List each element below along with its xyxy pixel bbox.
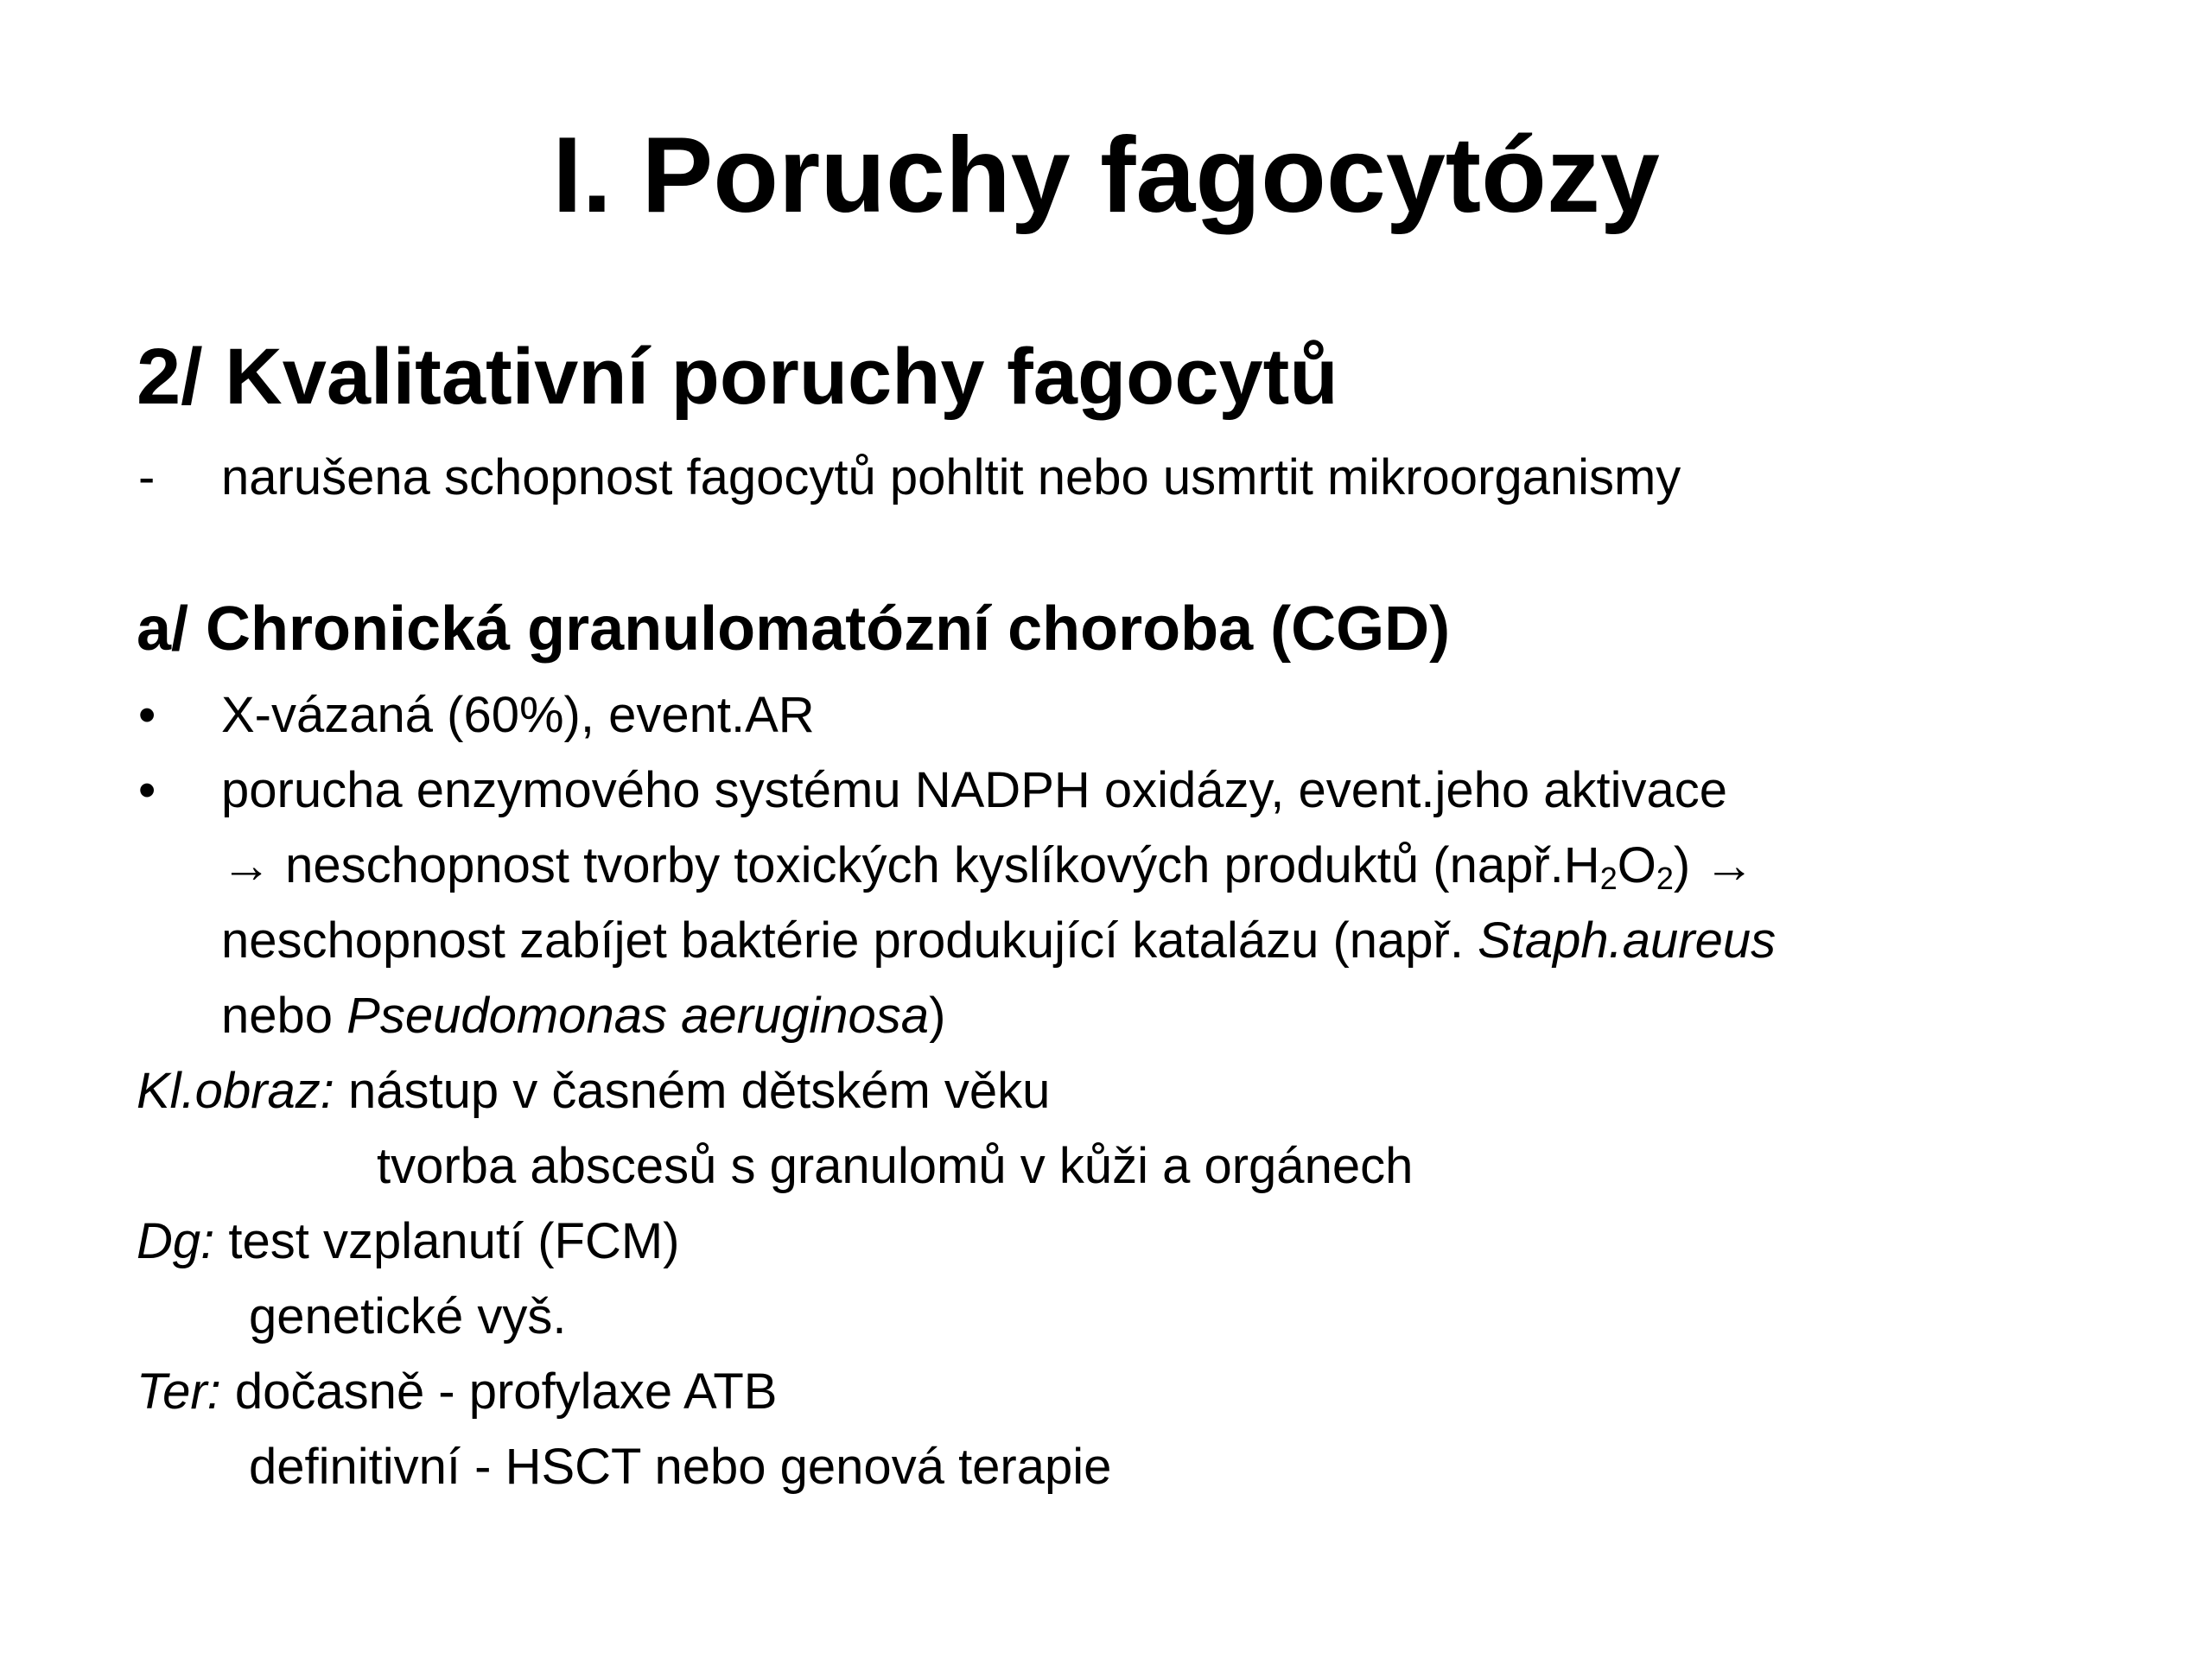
therapy-label: Ter: xyxy=(137,1363,221,1420)
bullet-nadph-line4-end: ) xyxy=(929,988,946,1044)
bullet-marker: • xyxy=(138,762,156,818)
disease-heading: a/ Chronická granulomatózní choroba (CGD) xyxy=(137,594,1451,664)
bullet-inheritance: X-vázaná (60%), event.AR xyxy=(221,687,815,743)
organism-staph: Staph.aureus xyxy=(1478,912,1777,969)
therapy-line2: definitivní - HSCT nebo genová terapie xyxy=(249,1439,1112,1495)
bullet-nadph-line1: porucha enzymového systému NADPH oxidázy, event.jeho aktivace xyxy=(221,762,1728,818)
bullet-nadph-line4-text: nebo xyxy=(221,988,347,1044)
therapy-text1: dočasně - profylaxe ATB xyxy=(220,1363,778,1420)
bullet-nadph-line2-o: O xyxy=(1617,837,1656,893)
clinical-line1 xyxy=(137,1054,1050,1128)
bullet-nadph-line4 xyxy=(221,979,945,1053)
diagnosis-label: Dg: xyxy=(137,1213,215,1269)
diagnosis-line1 xyxy=(137,1205,680,1279)
intro-text: narušena schopnost fagocytů pohltit nebo usmrtit mikroorganismy xyxy=(221,449,1681,505)
clinical-text1: nástup v časném dětském věku xyxy=(334,1063,1051,1119)
diagnosis-text1: test vzplanutí (FCM) xyxy=(214,1213,680,1269)
bullet-nadph-line3-text: neschopnost zabíjet baktérie produkující katalázu (např. xyxy=(221,912,1478,969)
bullet-nadph-line2-end: ) → xyxy=(1673,837,1755,893)
clinical-line2: tvorba abscesů s granulomů v kůži a orgánech xyxy=(377,1138,1414,1194)
dash-marker: - xyxy=(138,449,156,505)
bullet-nadph-line2 xyxy=(221,829,1754,903)
bullet-nadph-line3 xyxy=(221,904,1776,978)
bullet-nadph-line2-text: → neschopnost tvorby toxických kyslíkových produktů (např.H xyxy=(221,837,1600,893)
slide-title: I. Poruchy fagocytózy xyxy=(552,116,1660,235)
diagnosis-line2: genetické vyš. xyxy=(249,1288,567,1344)
section-heading: 2/ Kvalitativní poruchy fagocytů xyxy=(137,333,1338,421)
subscript-h2: 2 xyxy=(1599,860,1618,896)
therapy-line1 xyxy=(137,1355,778,1429)
bullet-marker: • xyxy=(138,687,156,743)
organism-pseudomonas: Pseudomonas aeruginosa xyxy=(346,988,930,1044)
clinical-label: Kl.obraz: xyxy=(137,1063,334,1119)
subscript-o2: 2 xyxy=(1656,860,1674,896)
